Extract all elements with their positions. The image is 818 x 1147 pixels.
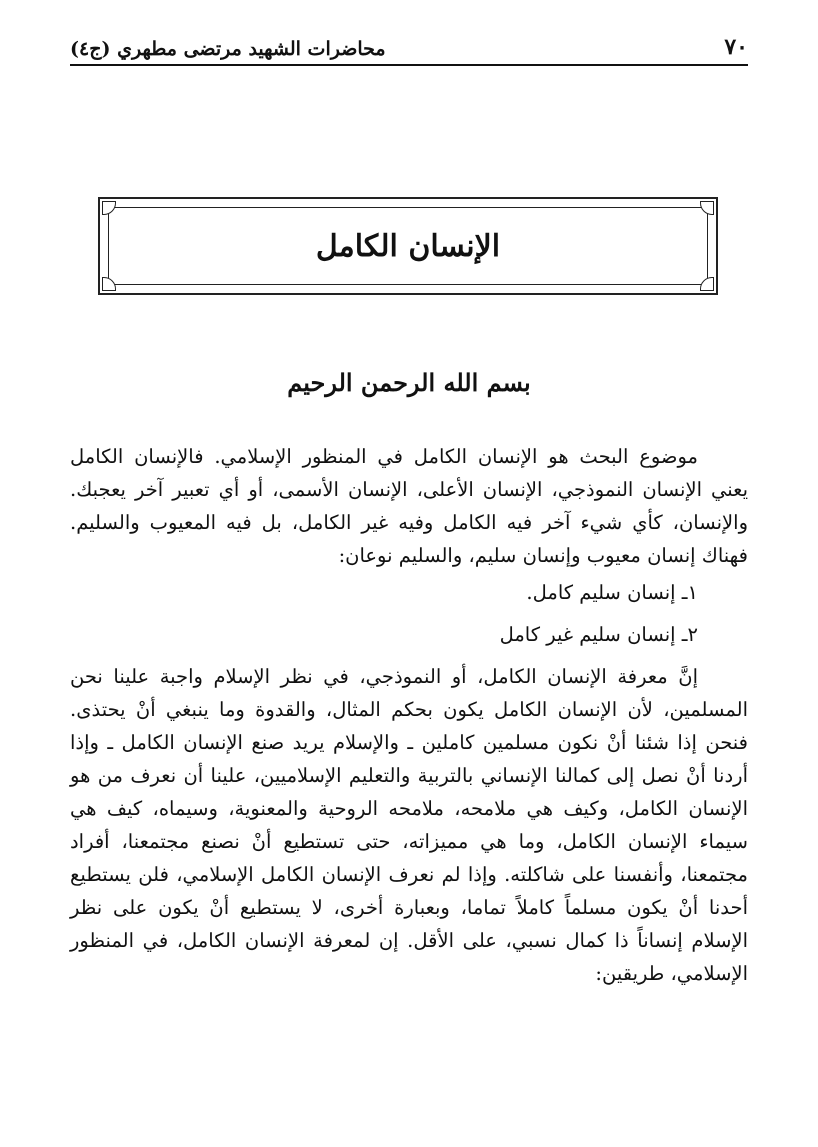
list-item-2: ٢ـ إنسان سليم غير كامل — [499, 623, 698, 646]
frame-corner-ornament — [102, 201, 116, 215]
chapter-title-inner-frame — [108, 207, 708, 285]
chapter-title-frame — [98, 197, 718, 295]
header-rule — [70, 64, 748, 66]
list-item-1: ١ـ إنسان سليم كامل. — [526, 581, 698, 604]
basmala: بسم الله الرحمن الرحيم — [287, 368, 531, 397]
page-header — [70, 30, 748, 60]
paragraph-1: موضوع البحث هو الإنسان الكامل في المنظور الإسلامي. فالإنسان الكامل يعني الإنسان النموذجي، الإنسان الأعلى، الإنسان الأسمى، أو أي تعبير آخر يعجبك. والإنسان، كأي شيء آخر فيه الكامل وفيه غير الكامل، بل فيه المعيوب والسليم. فهناك إنسان معيوب وإنسان سليم، والسليم نوعان: — [70, 445, 748, 567]
chapter-title: الإنسان الكامل — [315, 228, 501, 264]
frame-corner-ornament — [102, 277, 116, 291]
frame-corner-ornament — [700, 277, 714, 291]
running-title: محاضرات الشهيد مرتضى مطهري (ج٤) — [70, 38, 386, 60]
paragraph-2: إنَّ معرفة الإنسان الكامل، أو النموذجي، في نظر الإسلام واجبة علينا نحن المسلمين، لأن الإنسان الكامل يكون بحكم المثال، والقدوة وما ينبغي أنْ يحتذى. فنحن إذا شئنا أنْ نكون مسلمين كاملين ـ والإسلام يريد صنع الإنسان الكامل ـ وإذا أردنا أنْ نصل إلى كمالنا الإنساني بالتربية والتعليم الإسلاميين، علينا أن نعرف من هو الإنسان الكامل، وكيف هي ملامحه، ملامحه الروحية والمعنوية، وسيماه، كيف هي سيماء الإنسان الكامل، وما هي مميزاته، حتى تستطيع أنْ نصنع مجتمعنا، أفراد مجتمعنا، وأنفسنا على شاكلته. وإذا لم نعرف الإنسان الكامل الإسلامي، فلن يستطيع أحدنا أنْ يكون مسلماً كاملاً تماما، وبعبارة أخرى، لا يستطيع أنْ يكون على نظر الإسلام إنساناً ذا كمال نسبي، على الأقل. إن لمعرفة الإنسان الكامل، في المنظور الإسلامي، طريقين: — [70, 665, 748, 985]
frame-corner-ornament — [700, 201, 714, 215]
body-text — [70, 440, 748, 990]
page-number: ٧٠ — [724, 34, 748, 60]
